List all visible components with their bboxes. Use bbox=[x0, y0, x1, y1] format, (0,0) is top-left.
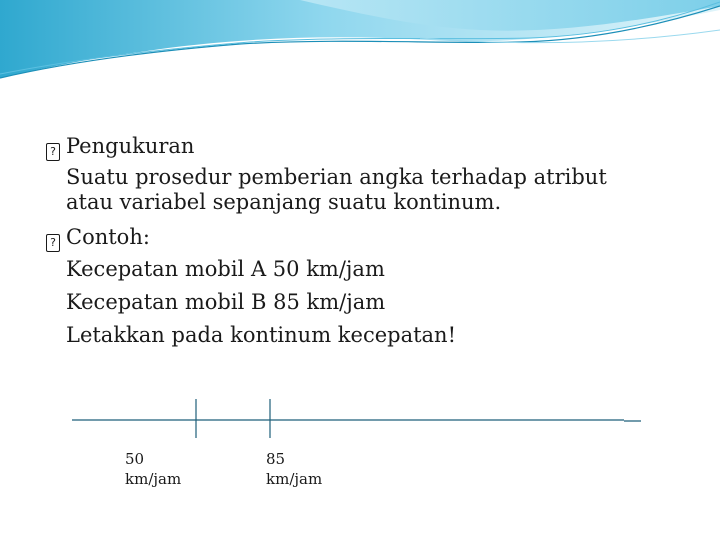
bullet-label: Contoh: bbox=[66, 224, 150, 249]
bullet-contoh bbox=[46, 221, 686, 254]
box-bullet-icon: ? bbox=[46, 143, 60, 161]
definition-line: atau variabel sepanjang suatu kontinum. bbox=[66, 189, 502, 214]
tick-unit: km/jam bbox=[266, 469, 323, 488]
speed-continuum bbox=[0, 390, 720, 450]
bullet-pengukuran bbox=[46, 130, 686, 163]
box-bullet-icon: ? bbox=[46, 234, 60, 252]
tick-value: 85 bbox=[266, 450, 286, 468]
example-line: Kecepatan mobil A 50 km/jam bbox=[66, 257, 385, 282]
tick-label-50 bbox=[125, 450, 181, 489]
example-line: Letakkan pada kontinum kecepatan! bbox=[66, 322, 457, 347]
slide-body bbox=[46, 130, 686, 351]
tick-unit: km/jam bbox=[125, 469, 182, 488]
tick-label-85 bbox=[266, 450, 322, 489]
tick-value: 50 bbox=[125, 450, 145, 468]
header-wave-banner bbox=[0, 0, 720, 90]
definition-line: Suatu prosedur pemberian angka terhadap atribut bbox=[66, 164, 607, 189]
definition-text bbox=[46, 165, 686, 215]
bullet-label: Pengukuran bbox=[66, 134, 195, 158]
example-line: Kecepatan mobil B 85 km/jam bbox=[66, 290, 386, 315]
